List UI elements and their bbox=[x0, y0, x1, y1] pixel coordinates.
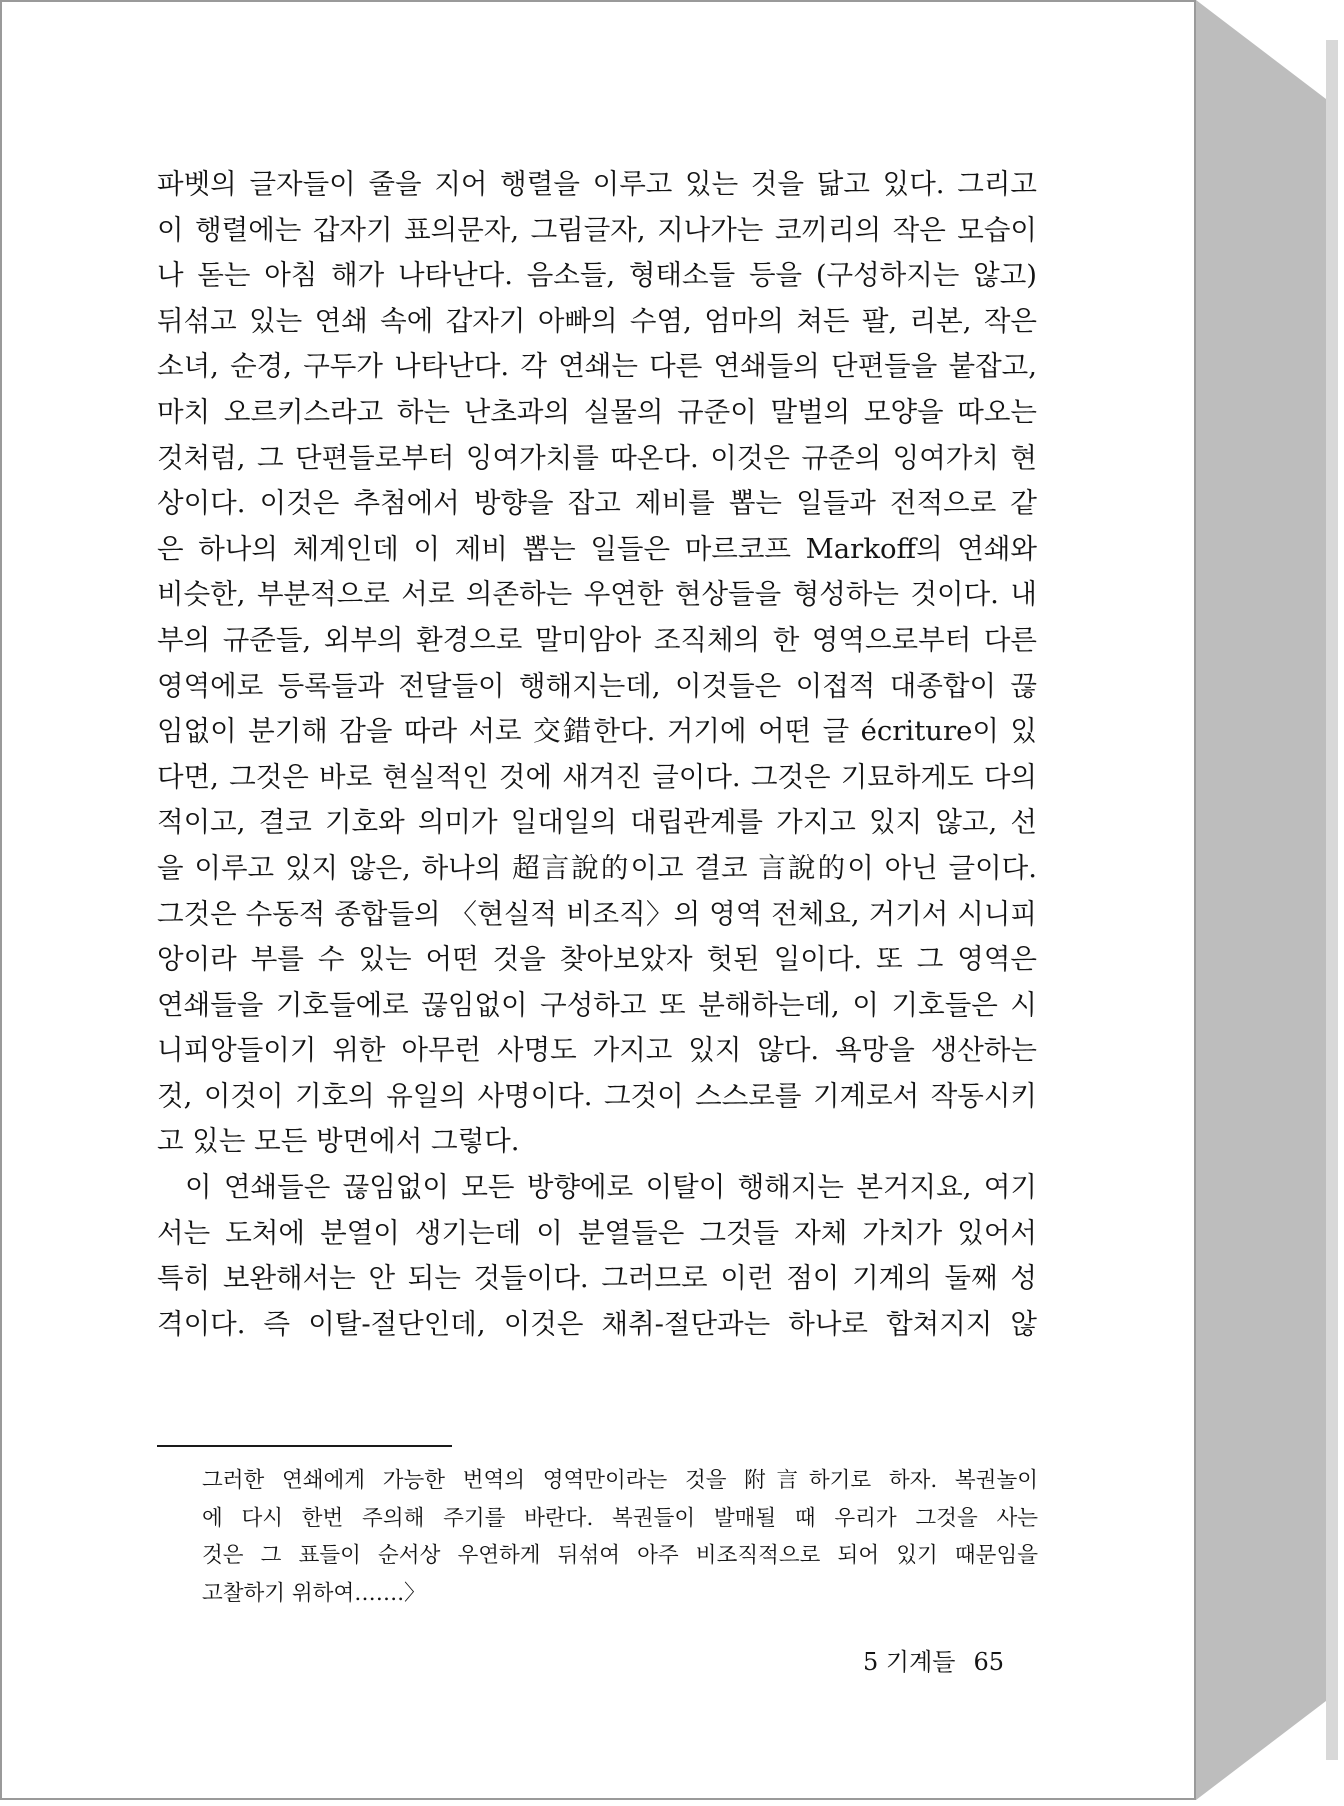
paragraph-start-line: 이 연쇄들은 끊임없이 모든 방향에로 이탈이 행해지는 본거지요, 여기 bbox=[185, 1171, 1037, 1204]
text-line: 그것은 수동적 종합들의 〈현실적 비조직〉의 영역 전체요, 거기서 시니피 bbox=[157, 897, 1037, 930]
footnote-divider bbox=[157, 1445, 452, 1447]
chapter-title: 5 기계들 bbox=[863, 1648, 956, 1676]
paragraph-end-line: 고 있는 모든 방면에서 그렇다. bbox=[157, 1125, 520, 1158]
text-line: 니피앙들이기 위한 아무런 사명도 가지고 있지 않다. 욕망을 생산하는 bbox=[157, 1034, 1037, 1067]
footnote-line: 것은 그 표들이 순서상 우연하게 뒤섞여 아주 비조직적으로 되어 있기 때문임을 bbox=[202, 1543, 1038, 1568]
text-line: 영역에로 등록들과 전달들이 행해지는데, 이것들은 이접적 대종합이 끊 bbox=[157, 669, 1037, 702]
text-line: 특히 보완해서는 안 되는 것들이다. 그러므로 이런 점이 기계의 둘째 성 bbox=[157, 1262, 1037, 1295]
text-line: 것처럼, 그 단편들로부터 잉여가치를 따온다. 이것은 규준의 잉여가치 현 bbox=[157, 441, 1037, 474]
text-line: 상이다. 이것은 추첨에서 방향을 잡고 제비를 뽑는 일들과 전적으로 같 bbox=[157, 487, 1037, 520]
text-line: 부의 규준들, 외부의 환경으로 말미암아 조직체의 한 영역으로부터 다른 bbox=[157, 623, 1037, 656]
footnote-line: 그러한 연쇄에게 가능한 번역의 영역만이라는 것을 附言하기로 하자. 복권놀이 bbox=[202, 1468, 1038, 1493]
text-line: 앙이라 부를 수 있는 어떤 것을 찾아보았자 헛된 일이다. 또 그 영역은 bbox=[157, 943, 1037, 976]
page-number: 65 bbox=[973, 1648, 1004, 1676]
text-line: 격이다. 즉 이탈-절단인데, 이것은 채취-절단과는 하나로 합쳐지지 않 bbox=[157, 1307, 1037, 1340]
text-line: 서는 도처에 분열이 생기는데 이 분열들은 그것들 자체 가치가 있어서 bbox=[157, 1216, 1037, 1249]
text-line: 비슷한, 부분적으로 서로 의존하는 우연한 현상들을 형성하는 것이다. 내 bbox=[157, 578, 1037, 611]
page-shadow bbox=[1326, 40, 1338, 1760]
text-line: 적이고, 결코 기호와 의미가 일대일의 대립관계를 가지고 있지 않고, 선 bbox=[157, 806, 1037, 839]
running-footer bbox=[863, 1642, 1004, 1677]
text-line: 마치 오르키스라고 하는 난초과의 실물의 규준이 말벌의 모양을 따오는 bbox=[157, 395, 1037, 428]
text-line: 을 이루고 있지 않은, 하나의 超言說的이고 결코 言說的이 아닌 글이다. bbox=[157, 851, 1037, 884]
text-line: 은 하나의 체계인데 이 제비 뽑는 일들은 마르코프 Markoff의 연쇄와 bbox=[157, 532, 1037, 565]
text-line: 이 행렬에는 갑자기 표의문자, 그림글자, 지나가는 코끼리의 작은 모습이 bbox=[157, 213, 1037, 246]
text-line: 다면, 그것은 바로 현실적인 것에 새겨진 글이다. 그것은 기묘하게도 다의 bbox=[157, 760, 1037, 793]
footnote-line: 에 다시 한번 주의해 주기를 바란다. 복권들이 발매될 때 우리가 그것을 사는 bbox=[202, 1505, 1038, 1531]
text-line: 연쇄들을 기호들에로 끊임없이 구성하고 또 분해하는데, 이 기호들은 시 bbox=[157, 988, 1037, 1021]
text-line: 임없이 분기해 감을 따라 서로 交錯한다. 거기에 어떤 글 écriture이 있 bbox=[157, 715, 1037, 748]
footnote bbox=[202, 1462, 1038, 1612]
book-thickness-edge bbox=[1196, 0, 1326, 1800]
text-line: 것, 이것이 기호의 유일의 사명이다. 그것이 스스로를 기계로서 작동시키 bbox=[157, 1079, 1037, 1112]
text-line: 파벳의 글자들이 줄을 지어 행렬을 이루고 있는 것을 닮고 있다. 그리고 bbox=[157, 168, 1037, 200]
text-line: 나 돋는 아침 해가 나타난다. 음소들, 형태소들 등을 (구성하지는 않고) bbox=[157, 259, 1037, 292]
text-line: 소녀, 순경, 구두가 나타난다. 각 연쇄는 다른 연쇄들의 단편들을 붙잡고, bbox=[157, 350, 1037, 383]
footnote-line: 고찰하기 위하여…….〉 bbox=[202, 1580, 426, 1606]
text-line: 뒤섞고 있는 연쇄 속에 갑자기 아빠의 수염, 엄마의 쳐든 팔, 리본, 작은 bbox=[157, 304, 1037, 337]
body-text bbox=[157, 162, 1037, 1347]
